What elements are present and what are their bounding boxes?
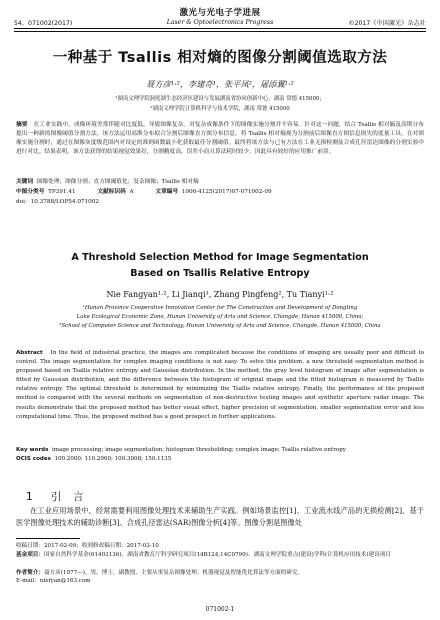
- affiliation-en-3: ²School of Computer Science and Technology, Hunan University of Arts and Science, Changde, Hunan 415000, China: [59, 323, 381, 329]
- page-number: 071002-1: [205, 606, 235, 613]
- clc-label: 中图分类号: [16, 189, 45, 195]
- footnote-received: 收稿日期：2017-02-09；收到修改稿日期：2017-03-10: [16, 543, 159, 549]
- authors-cn: 聂方彦¹·²，李建奇¹，张平凤²，屠添翼¹·²: [146, 79, 294, 89]
- journal-name-en: Laser & Optoelectronics Progress: [166, 19, 274, 26]
- authors-en: Nie Fangyan¹·², Li Jianqi¹, Zhang Pingfeng², Tu Tianyi¹·²: [106, 290, 334, 299]
- article-number-value: 1006-4125(2017)07-071002-09: [181, 189, 272, 195]
- clc-value: TP391.41: [48, 189, 76, 195]
- copyright: ©2017《中国激光》杂志社: [348, 20, 426, 27]
- author-bio-text: 聂方彦(1977—)，男，博士，副教授，主要从事复杂图像处理、机器视觉及智能优化算法等方面的研究。: [43, 570, 304, 576]
- article-number-label: 文章编号: [155, 189, 179, 195]
- journal-name-cn: 激光与光电子学进展: [179, 8, 261, 18]
- keywords-cn-text: 图像处理；图像分割；直方图阈值化；复杂图像；Tsallis 相对熵: [36, 179, 199, 185]
- affiliation-cn-2: ²湖南文理学院计算机科学与技术学院，湖南 常德 415000: [150, 106, 290, 112]
- doi-line: doi：10.3788/LOP54.071002: [16, 199, 100, 205]
- classification-line: [16, 186, 272, 195]
- header-rule-thin: [14, 31, 426, 32]
- footnote-rule: [16, 538, 80, 539]
- abstract-cn-label: 摘要: [16, 122, 28, 128]
- keywords-cn-label: 关键词: [16, 179, 34, 185]
- paper-title-en-line-2: Based on Tsallis Relative Entropy: [130, 268, 310, 279]
- doc-code-label: 文献标识码: [97, 189, 126, 195]
- footnote-funding: [16, 551, 424, 559]
- paper-title-cn: 一种基于 Tsallis 相对熵的图像分割阈值选取方法: [52, 50, 388, 66]
- abstract-en: [16, 349, 424, 422]
- keywords-en: [16, 447, 424, 453]
- section-heading: [26, 489, 96, 504]
- issue-number: 54，071002(2017): [14, 20, 73, 27]
- paper-title-en-line-1: A Threshold Selection Method for Image Segmentation: [71, 252, 369, 263]
- footnote-author: [16, 569, 424, 585]
- abstract-cn-text: 在工业实践中，成像环境差常伴随对比度低、导致图像复杂。对复杂成像条件下的图像实施分割并不容易。针对这一问题，结合 Tsallis 相对熵及高斯分布提出一种新的图像阈值分割方法。该方法运用高斯分布拟合分割后图像直方图分布信息，将 Tsallis 相对熵视为分割前后图像直方图信息损失的度量工具。在对图像实施分割时，通过在图像灰度级范围内对设定的准则函数最小化获取最佳分割阈值。最终将该方法与已有方法在工业无损检测及合成孔径雷达图像的分割实验中进行对比。结果表明，该方法获得的结果视觉效果好，分割精度高，误差小而且算法耗时较少，因此具有较好的应用推广前景。: [16, 122, 424, 155]
- abstract-en-text: In the field of industrial practice, the images are complicated because the conditions of imaging are usually poor and difficult to control. The image segmentation for complex imaging conditions is not easy. To solve this problem, a new threshold segmentation method is proposed based on Tsallis relative entropy and Gaussian distribution. In the method, the gray level histogram of image after segmentation is fitted by Gaussian distribution, and the difference between the histogram of original image and the fitted histogram is measured by Tsallis relative entropy. The optimal threshold is determined by minimizing the Tsallis relative entropy. Finally, the performance of the proposed method is compared with the several methods on segmentation of non-destructive testing images and synthetic aperture radar image. The results demonstrate that the proposed method has better visual effect, higher precision of segmentation, smaller segmentation error and less computational time. Thus, the proposed method has a good prospect in further applications.: [16, 350, 424, 420]
- funding-text: 国家自然科学基金(61403136)、湖南省教育厅科学研究项目(14B124,14C0790)、湖南文理学院重点(建设)学科(计算机应用技术)建设项目: [43, 552, 391, 558]
- ocis-codes: [16, 456, 424, 462]
- keywords-cn: [16, 176, 199, 185]
- abstract-en-label: Abstract: [16, 350, 43, 356]
- affiliation-cn-1: ¹湖南文理学院洞庭湖生态经济区建设与发展湖南省协同创新中心，湖南 常德 415000；: [115, 96, 325, 102]
- intro-paragraph: 在工业应用场景中，经常需要利用图像处理技术来辅助生产实践。例如场景监控[1]、工业流水线产品的无损检测[2]、基于医学图像处理技术的辅助诊断[3]、合成孔径雷达(SAR)图像分析[4]等。图像分割是图像处: [16, 506, 424, 527]
- author-bio-label: 作者简介：: [16, 570, 44, 576]
- keywords-en-label: Key words: [16, 447, 49, 453]
- affiliation-en-1: ¹Hunan Province Cooperative Innovation Center for The Construction and Development of Dongting: [82, 305, 358, 311]
- ocis-label: OCIS codes: [16, 456, 51, 462]
- author-email: E-mail：niefyan@163.com: [16, 578, 91, 585]
- funding-label: 基金项目：: [16, 552, 44, 558]
- abstract-cn: [16, 121, 424, 157]
- section-number: 1: [26, 491, 33, 503]
- header-rule: [14, 28, 426, 29]
- keywords-en-text: image processing; image segmentation; histogram thresholding; complex image; Tsallis relative entropy: [51, 447, 346, 453]
- affiliation-en-2: Lake Ecological Economic Zone, Hunan University of Arts and Science, Changde, Hunan 415000, China;: [76, 314, 364, 320]
- ocis-text: 100.2000; 110.2960; 100.3008; 150.1135: [54, 456, 172, 462]
- doc-code-value: A: [129, 189, 134, 195]
- section-title: 引言: [50, 491, 96, 503]
